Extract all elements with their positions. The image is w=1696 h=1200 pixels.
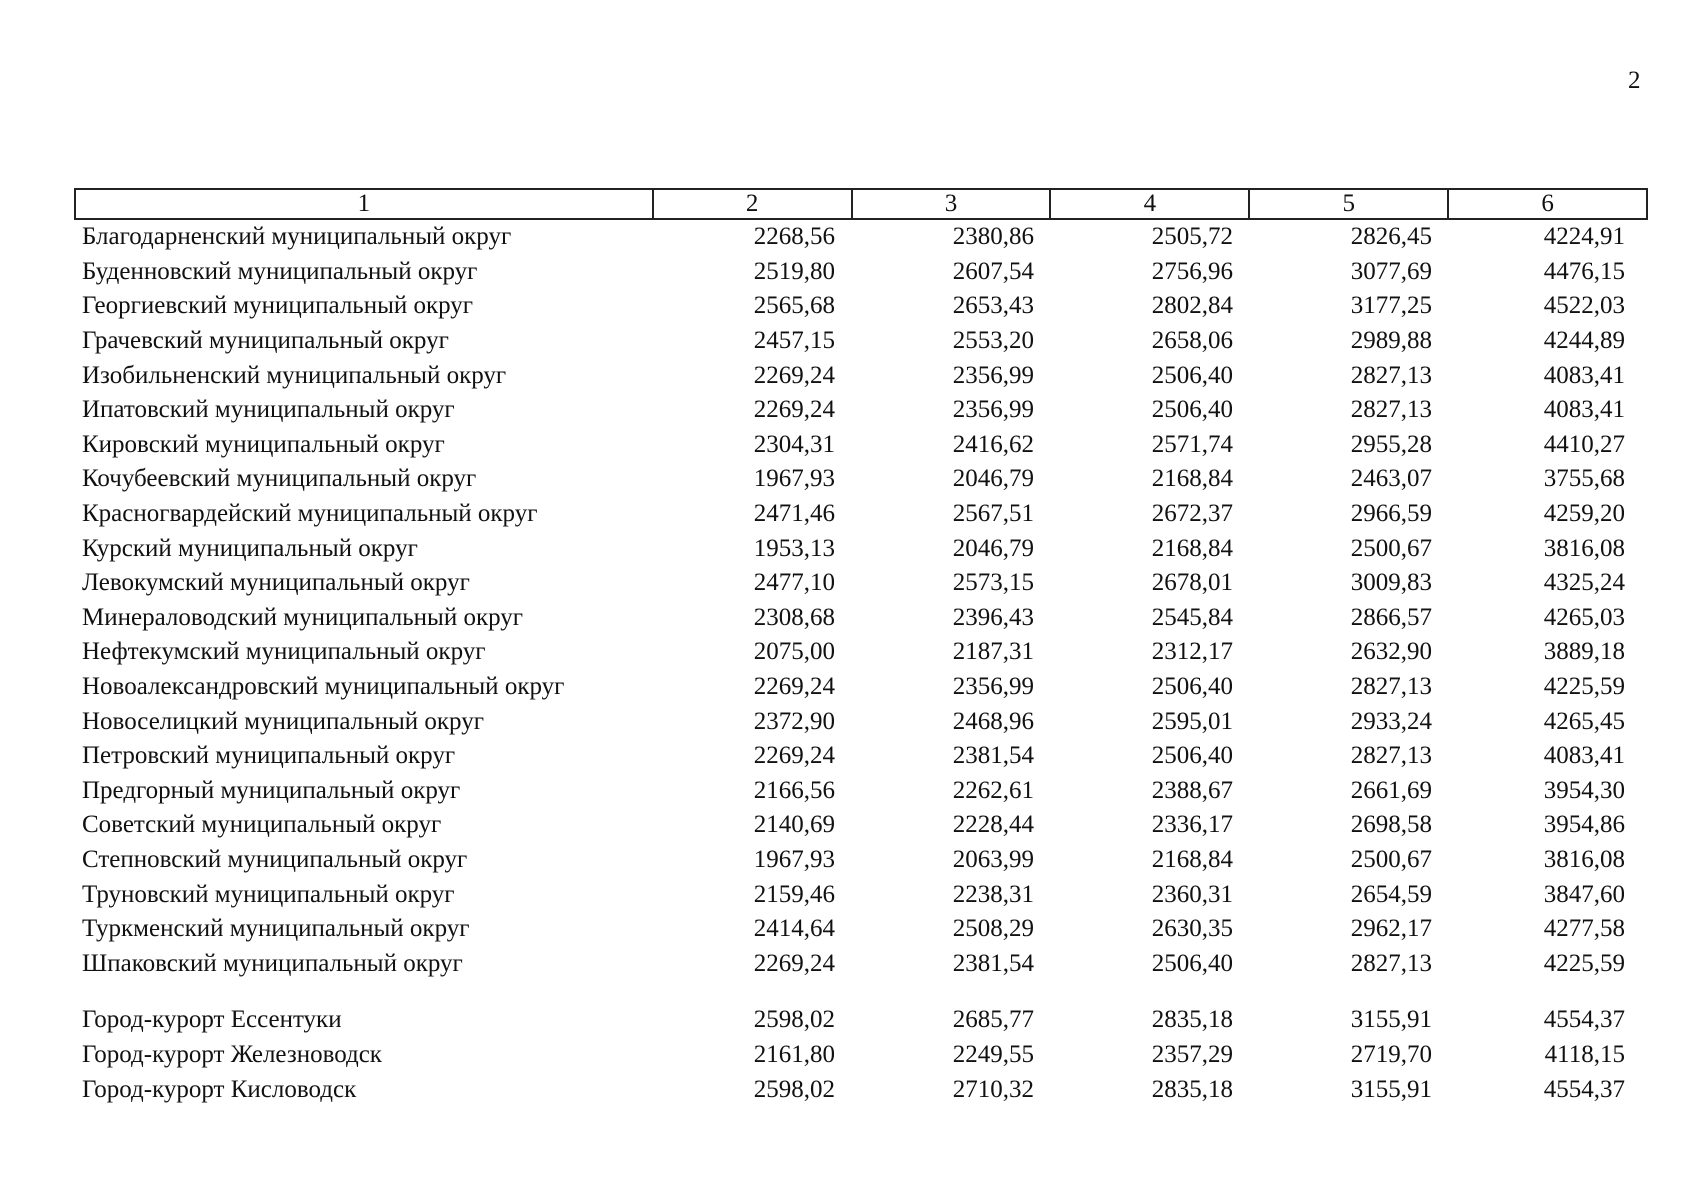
table-row xyxy=(74,497,1648,532)
column-header-2: 2 xyxy=(654,190,853,218)
row-name: Советский муниципальный округ xyxy=(82,811,442,839)
row-value-col-6: 3755,68 xyxy=(1543,465,1625,493)
table-row xyxy=(74,393,1648,428)
row-name: Георгиевский муниципальный округ xyxy=(82,292,474,320)
row-value-col-2: 2269,24 xyxy=(753,673,835,701)
row-value-col-4: 2388,67 xyxy=(1151,776,1233,804)
row-value-col-5: 3009,83 xyxy=(1350,569,1432,597)
row-value-col-5: 3155,91 xyxy=(1350,1006,1432,1034)
row-value-col-5: 2698,58 xyxy=(1350,811,1432,839)
table-row xyxy=(74,324,1648,359)
table-row xyxy=(74,808,1648,843)
table-row xyxy=(74,946,1648,981)
row-name: Грачевский муниципальный округ xyxy=(82,327,449,355)
row-value-col-6: 3816,08 xyxy=(1543,845,1625,873)
row-value-col-3: 2356,99 xyxy=(952,361,1034,389)
row-value-col-6: 4083,41 xyxy=(1543,361,1625,389)
table-row xyxy=(74,877,1648,912)
row-name: Ипатовский муниципальный округ xyxy=(82,396,455,424)
row-value-col-6: 4118,15 xyxy=(1544,1040,1625,1068)
table-row xyxy=(74,1072,1648,1107)
row-value-col-6: 4277,58 xyxy=(1543,915,1625,943)
row-value-col-2: 1967,93 xyxy=(753,465,835,493)
row-value-col-2: 2166,56 xyxy=(753,776,835,804)
row-value-col-4: 2336,17 xyxy=(1151,811,1233,839)
row-value-col-5: 2933,24 xyxy=(1350,707,1432,735)
row-value-col-5: 2966,59 xyxy=(1350,500,1432,528)
row-value-col-5: 2826,45 xyxy=(1350,223,1432,251)
row-value-col-4: 2168,84 xyxy=(1151,465,1233,493)
row-value-col-2: 2269,24 xyxy=(753,742,835,770)
row-value-col-2: 1953,13 xyxy=(753,534,835,562)
row-name: Левокумский муниципальный округ xyxy=(82,569,470,597)
column-header-3: 3 xyxy=(853,190,1052,218)
row-value-col-5: 2827,13 xyxy=(1350,949,1432,977)
row-value-col-4: 2658,06 xyxy=(1151,327,1233,355)
row-name: Кировский муниципальный округ xyxy=(82,430,445,458)
table-row xyxy=(74,843,1648,878)
table-row xyxy=(74,566,1648,601)
row-value-col-5: 2989,88 xyxy=(1350,327,1432,355)
row-value-col-4: 2506,40 xyxy=(1151,742,1233,770)
row-value-col-2: 2159,46 xyxy=(753,880,835,908)
row-value-col-4: 2357,29 xyxy=(1151,1040,1233,1068)
row-value-col-6: 3954,86 xyxy=(1543,811,1625,839)
row-value-col-2: 2598,02 xyxy=(753,1006,835,1034)
row-value-col-2: 2268,56 xyxy=(753,223,835,251)
table-row xyxy=(74,739,1648,774)
table-row xyxy=(74,531,1648,566)
row-value-col-6: 4083,41 xyxy=(1543,742,1625,770)
row-value-col-4: 2571,74 xyxy=(1151,430,1233,458)
row-value-col-4: 2678,01 xyxy=(1151,569,1233,597)
row-value-col-2: 2269,24 xyxy=(753,396,835,424)
row-value-col-4: 2168,84 xyxy=(1151,845,1233,873)
row-value-col-3: 2249,55 xyxy=(952,1040,1034,1068)
row-value-col-6: 4224,91 xyxy=(1543,223,1625,251)
row-value-col-3: 2685,77 xyxy=(952,1006,1034,1034)
page-number: 2 xyxy=(1628,67,1641,94)
row-name: Курский муниципальный округ xyxy=(82,534,418,562)
row-name: Новоселицкий муниципальный округ xyxy=(82,707,484,735)
row-value-col-5: 3077,69 xyxy=(1350,257,1432,285)
table-row xyxy=(74,255,1648,290)
row-name: Благодарненский муниципальный округ xyxy=(82,223,512,251)
row-value-col-4: 2506,40 xyxy=(1151,396,1233,424)
row-value-col-4: 2802,84 xyxy=(1151,292,1233,320)
row-value-col-2: 2598,02 xyxy=(753,1075,835,1103)
row-value-col-4: 2505,72 xyxy=(1151,223,1233,251)
row-name: Труновский муниципальный округ xyxy=(82,880,455,908)
column-header-1: 1 xyxy=(76,190,654,218)
row-value-col-5: 2500,67 xyxy=(1350,845,1432,873)
row-value-col-6: 4410,27 xyxy=(1543,430,1625,458)
table-body xyxy=(74,220,1648,981)
row-value-col-5: 2463,07 xyxy=(1350,465,1432,493)
row-value-col-5: 2500,67 xyxy=(1350,534,1432,562)
row-value-col-2: 2269,24 xyxy=(753,361,835,389)
row-value-col-3: 2380,86 xyxy=(952,223,1034,251)
row-value-col-4: 2595,01 xyxy=(1151,707,1233,735)
row-value-col-3: 2187,31 xyxy=(952,638,1034,666)
column-header-5: 5 xyxy=(1250,190,1449,218)
row-name: Туркменский муниципальный округ xyxy=(82,915,470,943)
row-value-col-3: 2567,51 xyxy=(952,500,1034,528)
row-value-col-6: 4259,20 xyxy=(1543,500,1625,528)
row-value-col-4: 2630,35 xyxy=(1151,915,1233,943)
table-row xyxy=(74,704,1648,739)
table-row xyxy=(74,1038,1648,1073)
row-value-col-2: 2372,90 xyxy=(753,707,835,735)
row-value-col-2: 2140,69 xyxy=(753,811,835,839)
row-value-col-2: 2477,10 xyxy=(753,569,835,597)
row-value-col-2: 2457,15 xyxy=(753,327,835,355)
row-value-col-4: 2168,84 xyxy=(1151,534,1233,562)
row-value-col-3: 2228,44 xyxy=(952,811,1034,839)
row-value-col-4: 2360,31 xyxy=(1151,880,1233,908)
row-value-col-6: 3816,08 xyxy=(1543,534,1625,562)
row-value-col-3: 2381,54 xyxy=(952,949,1034,977)
table-row xyxy=(74,1003,1648,1038)
table-row xyxy=(74,670,1648,705)
tariff-table xyxy=(74,188,1648,1107)
row-value-col-5: 3177,25 xyxy=(1350,292,1432,320)
row-value-col-5: 2962,17 xyxy=(1350,915,1432,943)
row-value-col-3: 2653,43 xyxy=(952,292,1034,320)
row-name: Кочубеевский муниципальный округ xyxy=(82,465,477,493)
section-gap xyxy=(74,981,1648,1003)
row-value-col-4: 2545,84 xyxy=(1151,603,1233,631)
column-header-4: 4 xyxy=(1051,190,1250,218)
row-value-col-3: 2046,79 xyxy=(952,534,1034,562)
row-value-col-4: 2506,40 xyxy=(1151,361,1233,389)
row-value-col-3: 2710,32 xyxy=(952,1075,1034,1103)
row-value-col-2: 2304,31 xyxy=(753,430,835,458)
row-value-col-5: 2827,13 xyxy=(1350,742,1432,770)
row-value-col-5: 2955,28 xyxy=(1350,430,1432,458)
row-value-col-4: 2835,18 xyxy=(1151,1006,1233,1034)
row-value-col-6: 3954,30 xyxy=(1543,776,1625,804)
row-value-col-6: 4554,37 xyxy=(1543,1075,1625,1103)
table-row xyxy=(74,635,1648,670)
row-value-col-3: 2046,79 xyxy=(952,465,1034,493)
row-name: Петровский муниципальный округ xyxy=(82,742,456,770)
row-value-col-6: 4225,59 xyxy=(1543,949,1625,977)
row-value-col-3: 2416,62 xyxy=(952,430,1034,458)
row-value-col-3: 2573,15 xyxy=(952,569,1034,597)
table-row xyxy=(74,428,1648,463)
row-name: Предгорный муниципальный округ xyxy=(82,776,461,804)
city-table-body xyxy=(74,1003,1648,1107)
row-name: Красногвардейский муниципальный округ xyxy=(82,500,538,528)
row-value-col-2: 2161,80 xyxy=(753,1040,835,1068)
row-value-col-6: 4265,45 xyxy=(1543,707,1625,735)
row-value-col-6: 4244,89 xyxy=(1543,327,1625,355)
table-row xyxy=(74,462,1648,497)
row-name: Степновский муниципальный округ xyxy=(82,845,468,873)
row-value-col-3: 2238,31 xyxy=(952,880,1034,908)
row-value-col-5: 2827,13 xyxy=(1350,396,1432,424)
row-value-col-2: 1967,93 xyxy=(753,845,835,873)
row-value-col-3: 2468,96 xyxy=(952,707,1034,735)
row-value-col-5: 2719,70 xyxy=(1350,1040,1432,1068)
row-value-col-2: 2075,00 xyxy=(753,638,835,666)
table-row xyxy=(74,289,1648,324)
table-header xyxy=(74,188,1648,220)
row-value-col-4: 2756,96 xyxy=(1151,257,1233,285)
row-value-col-6: 3889,18 xyxy=(1543,638,1625,666)
row-name: Город-курорт Железноводск xyxy=(82,1040,382,1068)
row-value-col-2: 2269,24 xyxy=(753,949,835,977)
column-header-6: 6 xyxy=(1541,190,1554,217)
table-row xyxy=(74,774,1648,809)
row-value-col-6: 4554,37 xyxy=(1543,1006,1625,1034)
row-value-col-5: 3155,91 xyxy=(1350,1075,1432,1103)
row-name: Город-курорт Ессентуки xyxy=(82,1006,342,1034)
row-value-col-6: 4225,59 xyxy=(1543,673,1625,701)
row-value-col-6: 4083,41 xyxy=(1543,396,1625,424)
row-name: Шпаковский муниципальный округ xyxy=(82,949,463,977)
row-value-col-5: 2827,13 xyxy=(1350,361,1432,389)
row-value-col-3: 2356,99 xyxy=(952,396,1034,424)
row-name: Минераловодский муниципальный округ xyxy=(82,603,524,631)
row-value-col-4: 2506,40 xyxy=(1151,949,1233,977)
row-value-col-2: 2565,68 xyxy=(753,292,835,320)
row-name: Буденновский муниципальный округ xyxy=(82,257,478,285)
row-value-col-4: 2506,40 xyxy=(1151,673,1233,701)
row-value-col-5: 2827,13 xyxy=(1350,673,1432,701)
row-value-col-3: 2396,43 xyxy=(952,603,1034,631)
row-value-col-3: 2381,54 xyxy=(952,742,1034,770)
row-value-col-2: 2519,80 xyxy=(753,257,835,285)
row-value-col-5: 2661,69 xyxy=(1350,776,1432,804)
row-name: Город-курорт Кисловодск xyxy=(82,1075,357,1103)
table-row xyxy=(74,912,1648,947)
row-value-col-6: 3847,60 xyxy=(1543,880,1625,908)
row-value-col-3: 2063,99 xyxy=(952,845,1034,873)
row-value-col-5: 2632,90 xyxy=(1350,638,1432,666)
row-value-col-3: 2553,20 xyxy=(952,327,1034,355)
table-row xyxy=(74,220,1648,255)
row-value-col-2: 2414,64 xyxy=(753,915,835,943)
row-value-col-2: 2308,68 xyxy=(753,603,835,631)
table-row xyxy=(74,358,1648,393)
row-value-col-4: 2672,37 xyxy=(1151,500,1233,528)
row-value-col-5: 2866,57 xyxy=(1350,603,1432,631)
row-value-col-3: 2508,29 xyxy=(952,915,1034,943)
row-value-col-6: 4325,24 xyxy=(1543,569,1625,597)
row-value-col-5: 2654,59 xyxy=(1350,880,1432,908)
row-value-col-6: 4522,03 xyxy=(1543,292,1625,320)
row-value-col-4: 2312,17 xyxy=(1151,638,1233,666)
row-name: Изобильненский муниципальный округ xyxy=(82,361,507,389)
row-name: Новоалександровский муниципальный округ xyxy=(82,673,565,701)
table-row xyxy=(74,601,1648,636)
row-value-col-2: 2471,46 xyxy=(753,500,835,528)
row-value-col-6: 4265,03 xyxy=(1543,603,1625,631)
row-value-col-6: 4476,15 xyxy=(1543,257,1625,285)
row-name: Нефтекумский муниципальный округ xyxy=(82,638,486,666)
row-value-col-4: 2835,18 xyxy=(1151,1075,1233,1103)
row-value-col-3: 2262,61 xyxy=(952,776,1034,804)
row-value-col-3: 2607,54 xyxy=(952,257,1034,285)
row-value-col-3: 2356,99 xyxy=(952,673,1034,701)
